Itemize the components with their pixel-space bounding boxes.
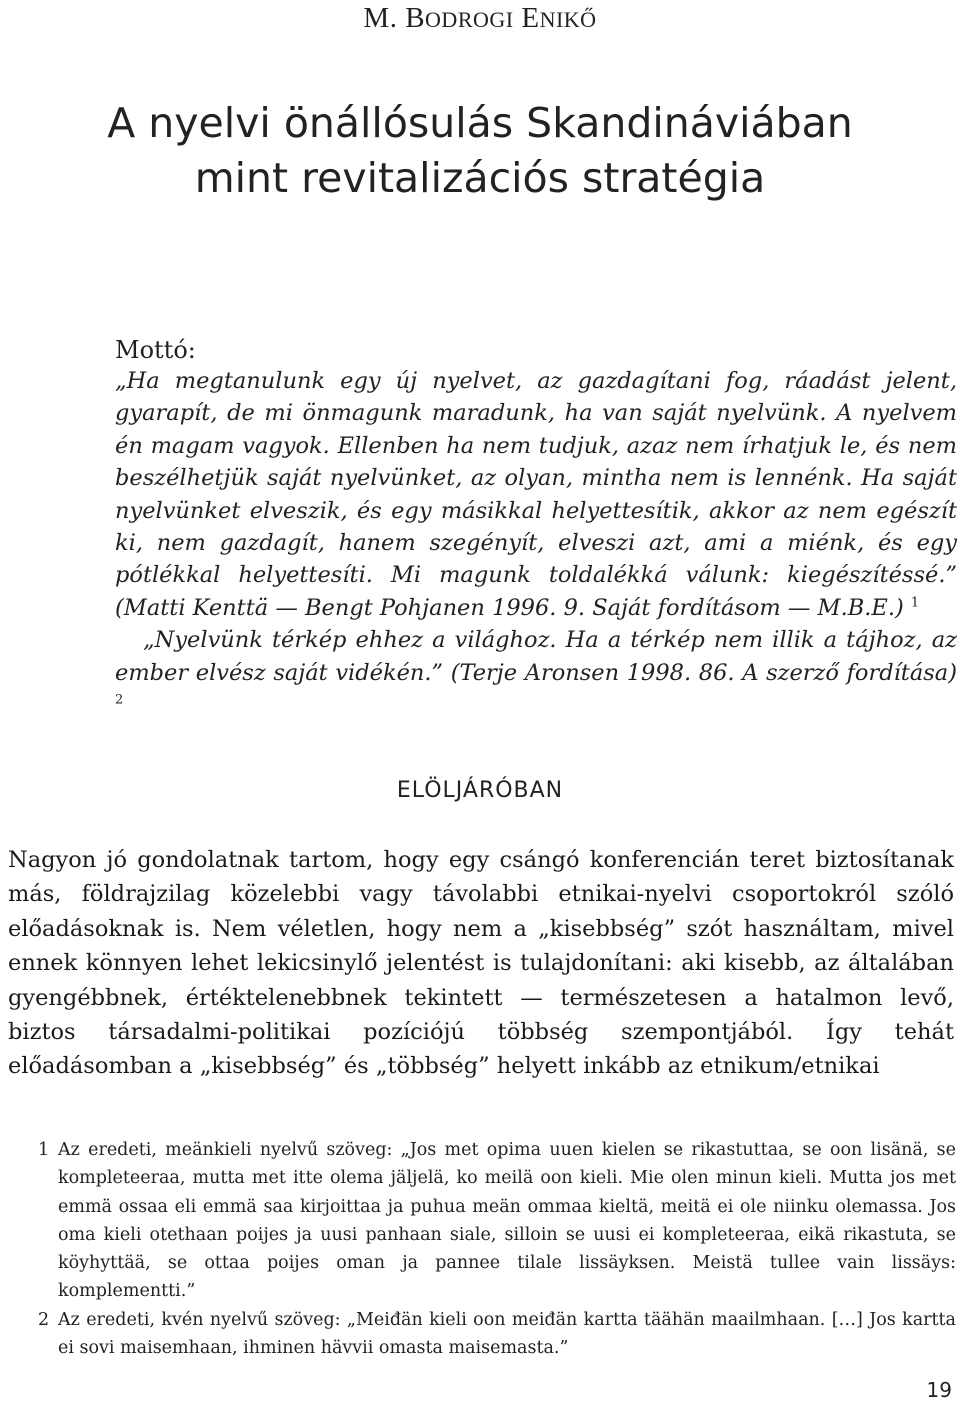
page-number: 19 [926,1378,952,1402]
motto-block [115,335,957,721]
motto-quote-1-text: „Ha megtanulunk egy új nyelvet, az gazdagítani fog, ráadást jelent, gyarapít, de mi önmagunk maradunk, ha van saját nyelvünk. A nyelvem én magam vagyok. Ellenben ha nem tudjuk, azaz nem írhatjuk le, és nem beszélhetjük saját nyelvünket, az olyan, mintha nem is lennénk. Ha saját nyelvünket elveszik, és egy másikkal helyettesítik, akkor az nem egészít ki, nem gazdagít, hanem szegényít, elveszi azt, ami a miénk, és egy pótlékkal helyettesíti. Mi magunk toldalékká válunk: kiegészítéssé.” [115,368,957,589]
section-heading: ELÖLJÁRÓBAN [396,778,564,803]
footnote-ref-1[interactable]: 1 [910,595,920,611]
footnote-text: Az eredeti, meänkieli nyelvű szöveg: „Jos met opima uuen kielen se rikastuttaa, se oon lisänä, se kompleteeraa, mutta met itte olema jäljelä, ko meilä oon kieli. Mie olen minun kieli. Mutta jos met emmä ossaa eli emmä saa kirjoittaa ja puhua meän ommaa kieltä, meitä ei ole niinku olemassa. Jos oma kieli otethaan poijes ja uusi panhaan siale, silloin se uusi ei kompleteeraa, eikä rikastuta, se köyhyttää, se ottaa poijes oman ja pannee tilale lissäyksen. Meistä tullee vain lissäys: komplementti.” [58,1140,956,1302]
motto-quote-2-text: „Nyelvünk térkép ehhez a világhoz. Ha a térkép nem illik a tájhoz, az ember elvész saját vidékén.” [115,627,957,686]
article-title [0,96,960,206]
motto-quote-1-source: (Matti Kenttä — Bengt Pohjanen 1996. 9. Saját fordításom — M.B.E.) [115,594,904,621]
author-given-rest: NIKŐ [539,7,597,32]
author-surname-rest: ODROGI [425,7,514,32]
footnote-number: 1 [38,1140,50,1160]
author-name [0,2,960,35]
motto-label: Mottó: [115,336,196,364]
title-line-2: mint revitalizációs stratégia [194,154,766,202]
author-initial: M. B [363,2,426,34]
footnote-number: 2 [38,1309,50,1330]
motto-quote-2 [115,624,957,721]
author-given-initial: E [513,2,540,34]
motto-quote-2-source: (Terje Aronsen 1998. 86. A szerző fordítása) [443,659,957,686]
motto-quote-1 [115,365,957,624]
footnotes [38,1136,956,1362]
footnote-2 [38,1306,956,1363]
footnote-1 [38,1136,956,1306]
footnote-ref-2[interactable]: 2 [115,692,124,708]
body-paragraph: Nagyon jó gondolatnak tartom, hogy egy csángó konferencián teret biztosítanak más, földrajzilag közelebbi vagy távolabbi etnikai-nyelvi csoportokról szóló előadásoknak is. Nem véletlen, hogy nem a „kisebbség” szót használtam, mivel ennek könnyen lehet lekicsinylő jelentést is tulajdonítani: aki kisebb, az általában gyengébbnek, értéktelenebbnek tekintett — természetesen a hatalmon levő, biztos társadalmi-politikai pozíciójú többség szempontjából. Így tehát előadásomban a „kisebbség” és „többség” helyett inkább az etnikum/etnikai [8,847,954,1080]
title-line-1: A nyelvi önállósulás Skandináviában [107,99,853,147]
footnote-text: Az eredeti, kvén nyelvű szöveg: „Meiđän kieli oon meiđän kartta täähän maailmhaan. […] Jos kartta ei sovi maisemhaan, ihminen hävvii omasta maisemasta.” [58,1309,956,1359]
